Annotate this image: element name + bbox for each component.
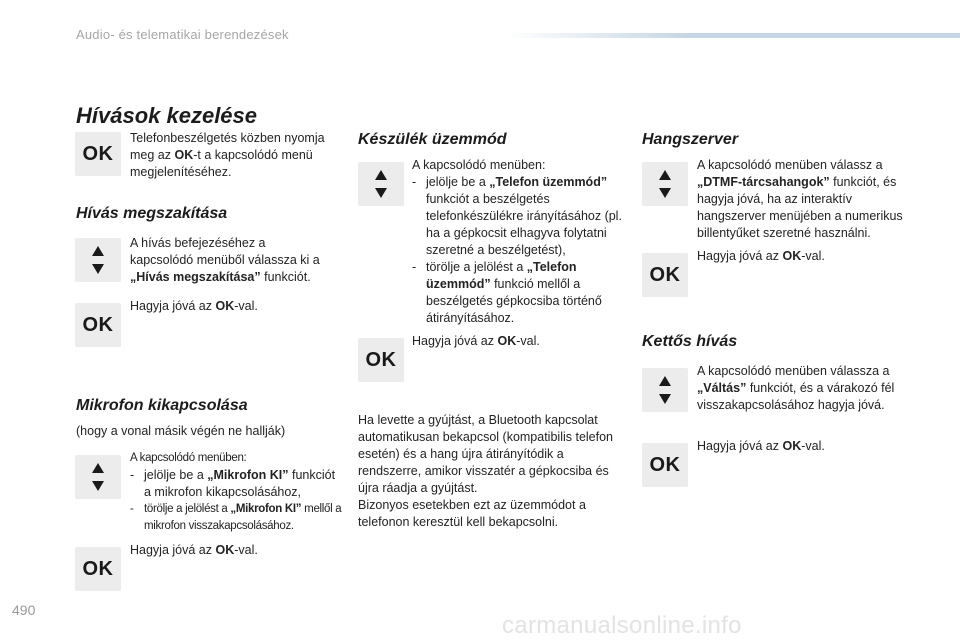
intro-text: Telefonbeszélgetés közben nyomja meg az OK-t a kapcsolódó menü megjelenítéséhez. bbox=[130, 131, 325, 179]
hangup-heading: Hívás megszakítása bbox=[76, 205, 228, 222]
page-title: Hívások kezelése bbox=[76, 103, 258, 128]
ok-button-icon: OK bbox=[642, 443, 688, 487]
hangup-text: A hívás befejezéséhez a kapcsolódó menüből válassza ki a „Hívás megszakítása” funkciót. bbox=[130, 236, 320, 284]
device-heading: Készülék üzemmód bbox=[358, 131, 507, 148]
page-number: 490 bbox=[12, 602, 36, 618]
mute-menu: A kapcsolódó menüben: - jelölje be a „Mikrofon KI” funkciót a mikrofon kikapcsolásához, - törölje a jelölést a „Mikrofon KI” mellől a mikrofon visszakapcsolásához. bbox=[130, 450, 345, 535]
double-call-heading: Kettős hívás bbox=[642, 333, 738, 350]
device-item-on: - jelölje be a „Telefon üzemmód” funkciót a beszélgetés telefonkészülékre irányításához (pl. ha a gépkocsit elhagyva folytatni szeretné a beszélgetést), bbox=[412, 174, 624, 259]
section-header: Audio- és telematikai berendezések bbox=[76, 27, 289, 42]
hangup-confirm: Hagyja jóvá az OK-val. bbox=[130, 299, 258, 313]
dtmf-heading: Hangszerver bbox=[642, 131, 739, 148]
double-call-confirm: Hagyja jóvá az OK-val. bbox=[697, 439, 825, 453]
device-confirm: Hagyja jóvá az OK-val. bbox=[412, 334, 540, 348]
ok-button-icon: OK bbox=[75, 303, 121, 347]
mute-item-off: - törölje a jelölést a „Mikrofon KI” mellől a mikrofon visszakapcsolásához. bbox=[130, 501, 345, 535]
up-down-arrows-icon bbox=[75, 238, 121, 282]
device-item-off: - törölje a jelölést a „Telefon üzemmód” funkció mellől a beszélgetés gépkocsiba történő átirányításához. bbox=[412, 259, 624, 327]
device-note: Ha levette a gyújtást, a Bluetooth kapcsolat automatikusan bekapcsol (kompatibilis telefon esetén) és a hang újra átirányítódik a rendszerre, amikor visszatér a gépkocsiba és újra ráadja a gyújtást. Bizonyos esetekben ezt az üzemmódot a telefonon keresztül kell bekapcsolni. bbox=[358, 413, 613, 529]
up-down-arrows-icon bbox=[642, 368, 688, 412]
mute-note: (hogy a vonal másik végén ne hallják) bbox=[76, 424, 286, 438]
mute-confirm: Hagyja jóvá az OK-val. bbox=[130, 543, 258, 557]
dtmf-text: A kapcsolódó menüben válassz a „DTMF-tárcsahangok” funkciót, és hagyja jóvá, ha az interaktív hangszerver menüjében a numerikus billentyűket szeretné használni. bbox=[697, 158, 903, 240]
up-down-arrows-icon bbox=[358, 162, 404, 206]
ok-button-icon: OK bbox=[75, 132, 121, 176]
mute-heading: Mikrofon kikapcsolása bbox=[76, 397, 248, 414]
device-menu: A kapcsolódó menüben: - jelölje be a „Telefon üzemmód” funkciót a beszélgetés telefonkészülékre irányításához (pl. ha a gépkocsit elhagyva folytatni szeretné a beszélgetést), - törölje a jelölést a „Telefon üzemmód” funkció mellől a beszélgetés gépkocsiba történő átirányításához. bbox=[412, 157, 624, 327]
up-down-arrows-icon bbox=[642, 162, 688, 206]
header-rule bbox=[505, 33, 960, 38]
mute-item-on: - jelölje be a „Mikrofon KI” funkciót a mikrofon kikapcsolásához, bbox=[130, 467, 345, 501]
watermark: carmanualsonline.info bbox=[502, 612, 742, 639]
ok-button-icon: OK bbox=[75, 547, 121, 591]
up-down-arrows-icon bbox=[75, 455, 121, 499]
double-call-text: A kapcsolódó menüben válassza a „Váltás” funkciót, és a várakozó fél visszakapcsolásához hagyja jóvá. bbox=[697, 364, 895, 412]
ok-button-icon: OK bbox=[642, 253, 688, 297]
ok-button-icon: OK bbox=[358, 338, 404, 382]
dtmf-confirm: Hagyja jóvá az OK-val. bbox=[697, 249, 825, 263]
